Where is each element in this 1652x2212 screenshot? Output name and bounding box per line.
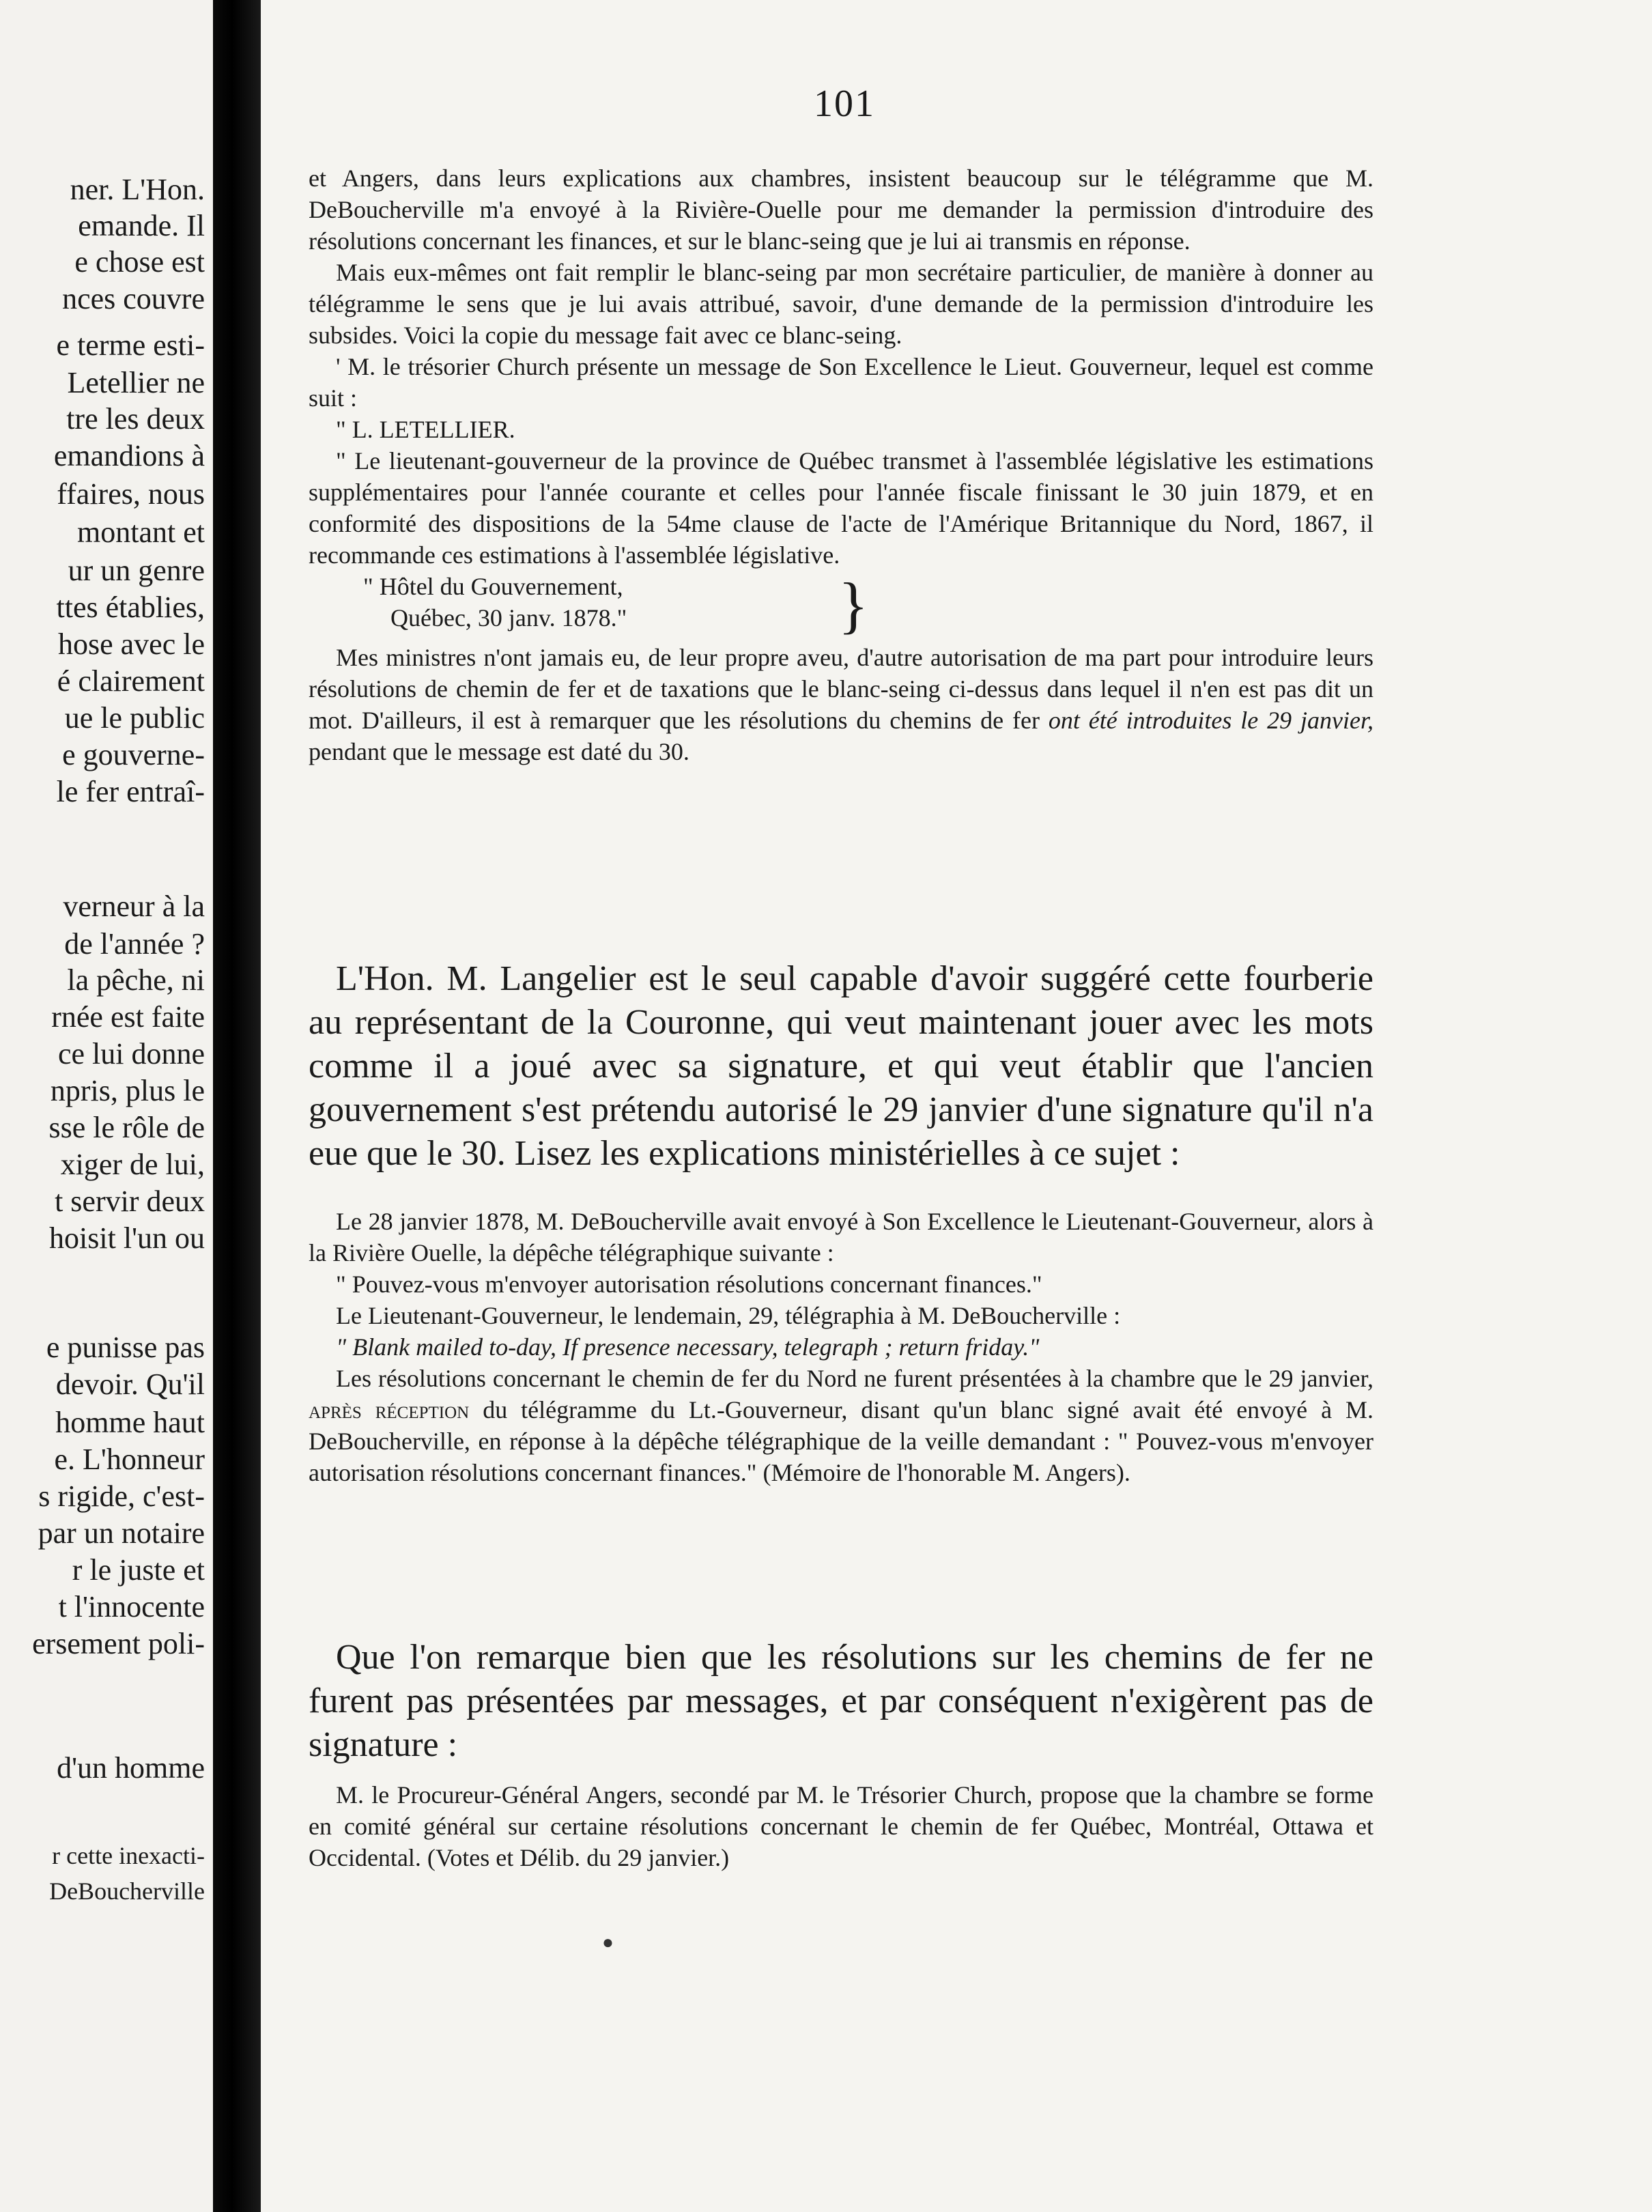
left-page-line: ner. L'Hon.	[70, 173, 205, 206]
left-page-line: nces couvre	[62, 282, 205, 315]
quote-telegram-1: " Pouvez-vous m'envoyer autorisation résolutions concernant finances."	[336, 1271, 1042, 1298]
left-page-line: par un notaire	[38, 1516, 205, 1550]
paragraph-resolutions-nord	[309, 1363, 1373, 1488]
ink-dot: ●	[602, 1932, 614, 1953]
paragraph-blanc-seing: Mais eux-mêmes ont fait remplir le blanc-seing par mon secrétaire particulier, de manière à donner au télégramme le sens que je lui avais attribué, savoir, d'une demande de la permission d'introduire les subsides. Voici la copie du message fait avec ce blanc-seing.	[309, 259, 1373, 349]
book-gutter	[213, 0, 261, 2212]
left-page-line: emande. Il	[78, 209, 205, 242]
paragraph-message-text: " Le lieutenant-gouverneur de la province de Québec transmet à l'assemblée législative les estimations supplémentaires pour l'année courante et celles pour l'année fiscale finissant le 30 juin 1879, et en conformité des dispositions de la 54me clause de l'acte de l'Amérique Britannique du Nord, 1867, il recommande ces estimations à l'assemblée législative.	[309, 447, 1373, 569]
left-page-line: d'un homme	[57, 1751, 205, 1785]
left-page-line: DeBoucherville	[49, 1877, 205, 1905]
left-page-line: ce lui donne	[57, 1037, 205, 1070]
paragraph-lendemain: Le Lieutenant-Gouverneur, le lendemain, 29, télégraphia à M. DeBoucherville :	[336, 1302, 1121, 1329]
ministers-text: Mes ministres n'ont jamais eu, de leur propre aveu, d'autre autorisation de ma part pour introduire leurs résolutions de chemin de fer et de taxations que le blanc-seing ci-dessus dans lequel il n'en est pas dit un mot. D'ailleurs, il est à remarquer que les résolutions du chemins de fer	[309, 644, 1373, 734]
section-commentary-2	[309, 1636, 1373, 1767]
page-number: 101	[814, 83, 875, 125]
ministers-italic: ont été introduites le 29 janvier,	[1048, 707, 1373, 734]
ministers-end: pendant que le message est daté du 30.	[309, 738, 689, 765]
left-page-line: devoir. Qu'il	[55, 1367, 205, 1401]
paragraph-angers-motion: M. le Procureur-Général Angers, secondé par M. le Trésorier Church, propose que la chambre se forme en comité général sur certaine résolutions concernant le chemin de fer Québec, Montréal, Ottawa et Occidental. (Votes et Délib. du 29 janvier.)	[309, 1781, 1373, 1871]
left-page-line: sse le rôle de	[48, 1111, 205, 1144]
left-page-line: tre les deux	[66, 402, 205, 436]
left-page-line: e. L'honneur	[54, 1443, 205, 1476]
left-page-line: ur un genre	[68, 554, 205, 587]
paragraph-remarque: Que l'on remarque bien que les résolutions sur les chemins de fer ne furent pas présentées par messages, et par conséquent n'exigèrent pas de signature :	[309, 1638, 1373, 1764]
left-page-line: t servir deux	[55, 1185, 205, 1218]
left-page-line: e gouverne-	[62, 738, 205, 771]
section-letter-excerpt	[309, 162, 1373, 767]
paragraph-explications: et Angers, dans leurs explications aux chambres, insistent beaucoup sur le télégramme que M. DeBoucherville m'a envoyé à la Rivière-Ouelle pour me demander la permission d'introduire des résolutions concernant les finances, et sur le blanc-seing que je lui ai transmis en réponse.	[309, 165, 1373, 255]
left-page-line: ersement poli-	[32, 1627, 205, 1660]
left-page-line: le fer entraî-	[56, 775, 205, 808]
left-page-line: rnée est faite	[51, 1000, 205, 1034]
left-page-line: t l'innocente	[58, 1590, 205, 1623]
left-page-line: hoisit l'un ou	[49, 1221, 205, 1255]
paragraph-message-intro: ' M. le trésorier Church présente un message de Son Excellence le Lieut. Gouverneur, lequel est comme suit :	[309, 353, 1373, 412]
left-page-line: xiger de lui,	[60, 1148, 205, 1181]
resolutions-text-a: Les résolutions concernant le chemin de fer du Nord ne furent présentées à la chambre que le 29 janvier,	[336, 1365, 1373, 1392]
resolutions-text-b: du télégramme du Lt.-Gouverneur, disant qu'un blanc signé avait été envoyé à M. DeBoucherville, en réponse à la dépêche télégraphique de la veille demandant : " Pouvez-vous m'envoyer autorisation résolutions concernant finances." (Mémoire de l'honorable M. Angers).	[309, 1396, 1374, 1486]
left-page-line: e chose est	[74, 245, 205, 279]
left-page-line: e punisse pas	[46, 1331, 205, 1364]
left-page-line: e terme esti-	[56, 328, 205, 362]
signature-letellier: " L. LETELLIER.	[336, 416, 515, 443]
left-page-fragment	[0, 0, 213, 2212]
left-page-line: s rigide, c'est-	[38, 1479, 205, 1513]
brace-glyph: }	[838, 570, 868, 640]
right-page	[261, 0, 1652, 2212]
paragraph-ministers	[309, 642, 1373, 767]
left-page-line: la pêche, ni	[67, 963, 205, 997]
address-line-2: Québec, 30 janv. 1878."	[390, 604, 627, 632]
left-page-line: ue le public	[64, 701, 205, 735]
left-page-line: montant et	[77, 515, 205, 549]
paragraph-28-janvier: Le 28 janvier 1878, M. DeBoucherville avait envoyé à Son Excellence le Lieutenant-Gouverneur, alors à la Rivière Ouelle, la dépêche télégraphique suivante :	[309, 1208, 1373, 1266]
left-page-line: é clairement	[57, 664, 205, 698]
left-page-line: r le juste et	[72, 1553, 205, 1587]
quote-telegram-2: " Blank mailed to-day, If presence necessary, telegraph ; return friday."	[336, 1333, 1040, 1361]
left-page-line: npris, plus le	[50, 1074, 205, 1107]
resolutions-caps: après réception	[309, 1396, 470, 1423]
left-page-line: ttes établies,	[56, 591, 205, 624]
left-page-line: homme haut	[55, 1406, 205, 1439]
section-votes	[309, 1779, 1373, 1873]
left-page-line: hose avec le	[58, 627, 205, 661]
section-explanations	[309, 1206, 1373, 1488]
left-page-line: emandions à	[53, 439, 205, 472]
left-page-line: r cette inexacti-	[52, 1842, 205, 1869]
left-page-line: de l'année ?	[64, 927, 205, 961]
left-page-line: ffaires, nous	[57, 477, 205, 511]
section-commentary-1	[309, 957, 1373, 1176]
left-page-line: verneur à la	[63, 890, 205, 923]
address-line-1: " Hôtel du Gouvernement,	[363, 573, 623, 600]
address-block	[363, 570, 868, 640]
left-page-line: Letellier ne	[67, 366, 205, 399]
paragraph-langelier: L'Hon. M. Langelier est le seul capable d'avoir suggéré cette fourberie au représentant de la Couronne, qui veut maintenant jouer avec les mots comme il a joué avec sa signature, et qui veut établir que l'ancien gouvernement s'est prétendu autorisé le 29 janvier d'une signature qu'il n'a eue que le 30. Lisez les explications ministérielles à ce sujet :	[309, 959, 1373, 1173]
